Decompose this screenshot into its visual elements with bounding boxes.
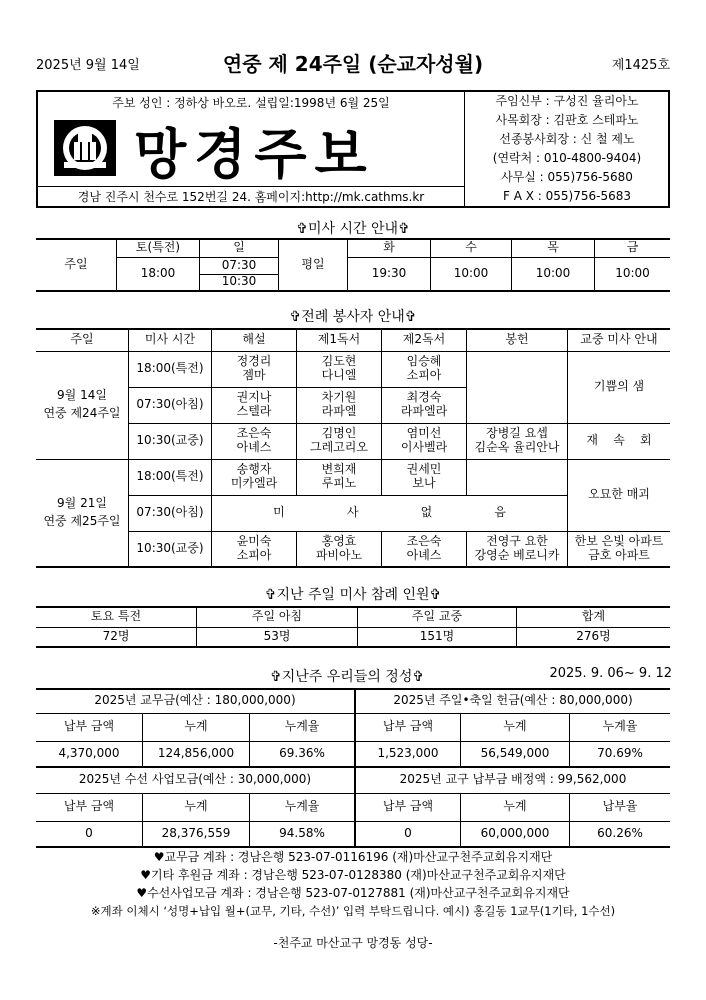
box2-header: 누계	[461, 713, 570, 741]
box1-value: 69.36%	[250, 741, 356, 767]
minister-cell: 최경숙 라파엘라	[382, 387, 467, 423]
box2-value: 56,549,000	[461, 741, 570, 767]
box2-title: 2025년 주일•축일 헌금(예산 : 80,000,000)	[355, 689, 670, 713]
sun-time-1: 07:30	[200, 257, 279, 274]
col-header-reading1: 제1독서	[297, 329, 382, 351]
attendance-table	[36, 606, 670, 648]
box4-value: 60,000,000	[461, 821, 570, 847]
box1-value: 124,856,000	[143, 741, 250, 767]
sun-label: 일	[200, 239, 279, 257]
box3-value: 0	[36, 821, 143, 847]
att-header-sat: 토요 특전	[36, 607, 197, 627]
ministers-title: ✞전례 봉사자 안내✞	[289, 309, 417, 325]
time-cell: 07:30(아침)	[129, 495, 212, 531]
page-title: 연중 제 24주일 (순교자성월)	[222, 52, 484, 76]
offering-cell: 장병길 요셉 김순옥 율리안나	[467, 423, 568, 459]
offering-cell	[467, 459, 568, 495]
week2-note-1: 오묘한 매괴	[568, 459, 671, 531]
parish-logo-icon	[52, 118, 118, 178]
minister-cell: 권지나 스텔라	[212, 387, 297, 423]
office-fax: F A X : 055)756-5683	[503, 189, 631, 203]
box4-value: 0	[355, 821, 461, 847]
time-cell: 18:00(특전)	[129, 351, 212, 387]
week1-note-1: 기쁨의 샘	[568, 351, 671, 423]
box3-header: 납부 금액	[36, 793, 143, 821]
minister-cell: 변희재 루피노	[297, 459, 382, 495]
box4-title: 2025년 교구 납부금 배정액 : 99,562,000	[355, 767, 670, 793]
box4-header: 납부 금액	[355, 793, 461, 821]
minister-cell: 조은숙 아녜스	[382, 531, 467, 567]
fri-time: 10:00	[595, 257, 671, 291]
minister-cell: 송행자 미카엘라	[212, 459, 297, 495]
col-header-sunday: 주일	[36, 329, 129, 351]
sat-time: 18:00	[117, 257, 200, 291]
box3-header: 누계율	[250, 793, 356, 821]
ministers-table	[36, 328, 670, 568]
mass-times-table	[36, 238, 670, 292]
box4-header: 누계	[461, 793, 570, 821]
week2-note-2: 한보 은빛 아파트 금호 아파트	[568, 531, 671, 567]
staff-list	[466, 92, 668, 206]
tue-time: 19:30	[348, 257, 431, 291]
minister-cell: 권세민 보나	[382, 459, 467, 495]
col-header-time: 미사 시간	[129, 329, 212, 351]
staff-contact: (연락처 : 010-4800-9404)	[492, 151, 642, 165]
bulletin-name: 망경주보	[134, 122, 375, 186]
box4-header: 납부율	[570, 793, 671, 821]
minister-cell: 김명인 그레고리오	[297, 423, 382, 459]
offering-cell: 전영구 요한 강영순 베로니카	[467, 531, 568, 567]
box2-header: 누계율	[570, 713, 671, 741]
office-phone: 사무실 : 055)756-5680	[501, 170, 633, 184]
parish-footer: -천주교 마산교구 망경동 성당-	[273, 936, 433, 950]
time-cell: 07:30(아침)	[129, 387, 212, 423]
time-cell: 10:30(교중)	[129, 423, 212, 459]
week1-note-2: 재 속 회	[568, 423, 671, 459]
sun-time-2: 10:30	[200, 274, 279, 291]
box1-value: 4,370,000	[36, 741, 143, 767]
minister-cell: 조은숙 아녜스	[212, 423, 297, 459]
box3-value: 28,376,559	[143, 821, 250, 847]
masthead-left	[38, 92, 465, 206]
att-value-total: 276명	[517, 627, 671, 647]
box2-value: 70.69%	[570, 741, 671, 767]
col-header-commentary: 해설	[212, 329, 297, 351]
time-cell: 18:00(특전)	[129, 459, 212, 495]
box2-header: 납부 금액	[355, 713, 461, 741]
address-line: 경남 진주시 천수로 152번길 24. 홈페이지:http://mk.cathms.kr	[38, 186, 464, 207]
att-header-main: 주일 교중	[358, 607, 517, 627]
weekday-tue: 화	[348, 239, 431, 257]
offerings-title: ✞지난주 우리들의 정성✞	[270, 669, 425, 685]
minister-cell: 윤미숙 소피아	[212, 531, 297, 567]
account-repair: ♥수선사업모금 계좌 : 경남은행 523-07-0127881 (재)마산교구천주교회유지재단	[136, 886, 570, 900]
minister-cell: 홍영효 파비아노	[297, 531, 382, 567]
att-value-sat: 72명	[36, 627, 197, 647]
minister-cell: 임승혜 소피아	[382, 351, 467, 387]
att-header-morning: 주일 아침	[197, 607, 358, 627]
weekday-wed: 수	[431, 239, 512, 257]
account-note: ※계좌 이체시 ‘성명+납입 월+(교무, 기타, 수선)’ 입력 부탁드립니다. 예시) 홍길동 1교무(1기타, 1수선)	[90, 904, 616, 918]
account-offering: ♥교무금 계좌 : 경남은행 523-07-0116196 (재)마산교구천주교회유지재단	[153, 850, 553, 864]
minister-cell: 김도현 다니엘	[297, 351, 382, 387]
box4-value: 60.26%	[570, 821, 671, 847]
attendance-title: ✞지난 주일 미사 참례 인원✞	[264, 587, 442, 603]
box3-value: 94.58%	[250, 821, 356, 847]
minister-cell: 차기원 라파엘	[297, 387, 382, 423]
box1-header: 누계율	[250, 713, 356, 741]
masthead	[36, 90, 670, 208]
week1-label: 9월 14일 연중 제24주일	[36, 351, 129, 459]
col-header-reading2: 제2독서	[382, 329, 467, 351]
box3-title: 2025년 수선 사업모금(예산 : 30,000,000)	[36, 767, 355, 793]
staff-pastor: 주임신부 : 구성진 율리아노	[495, 94, 639, 108]
col-header-offering: 봉헌	[467, 329, 568, 351]
offerings-period: 2025. 9. 06~ 9. 12	[549, 666, 672, 681]
weekday-thu: 목	[512, 239, 595, 257]
staff-council-president: 사목회장 : 김판호 스테파노	[495, 113, 639, 127]
att-value-morning: 53명	[197, 627, 358, 647]
mass-times-title: ✞미사 시간 안내✞	[296, 221, 410, 237]
sunday-label: 주일	[36, 239, 117, 291]
box1-header: 누계	[143, 713, 250, 741]
thu-time: 10:00	[512, 257, 595, 291]
weekday-fri: 금	[595, 239, 671, 257]
minister-cell: 염미선 이사벨라	[382, 423, 467, 459]
week2-label: 9월 21일 연중 제25주일	[36, 459, 129, 567]
att-header-total: 합계	[517, 607, 671, 627]
box1-title: 2025년 교무금(예산 : 180,000,000)	[36, 689, 355, 713]
no-mass-cell: 미 사 없 음	[212, 495, 568, 531]
staff-funeral-president: 선종봉사회장 : 신 철 제노	[499, 132, 635, 146]
minister-cell: 정경리 젬마	[212, 351, 297, 387]
col-header-notes: 교중 미사 안내	[568, 329, 671, 351]
issue-date: 2025년 9월 14일	[36, 58, 140, 73]
wed-time: 10:00	[431, 257, 512, 291]
patron-line: 주보 성인 : 정하상 바오로. 설립일:1998년 6월 25일	[112, 96, 390, 110]
sat-label: 토(특전)	[117, 239, 200, 257]
offerings-table	[36, 688, 670, 848]
box1-header: 납부 금액	[36, 713, 143, 741]
account-support: ♥기타 후원금 계좌 : 경남은행 523-07-0128380 (재)마산교구천주교회유지재단	[140, 868, 566, 882]
att-value-main: 151명	[358, 627, 517, 647]
weekday-label: 평일	[279, 239, 348, 291]
offering-cell	[467, 351, 568, 423]
time-cell: 10:30(교중)	[129, 531, 212, 567]
box2-value: 1,523,000	[355, 741, 461, 767]
issue-number: 제1425호	[611, 58, 670, 73]
box3-header: 누계	[143, 793, 250, 821]
